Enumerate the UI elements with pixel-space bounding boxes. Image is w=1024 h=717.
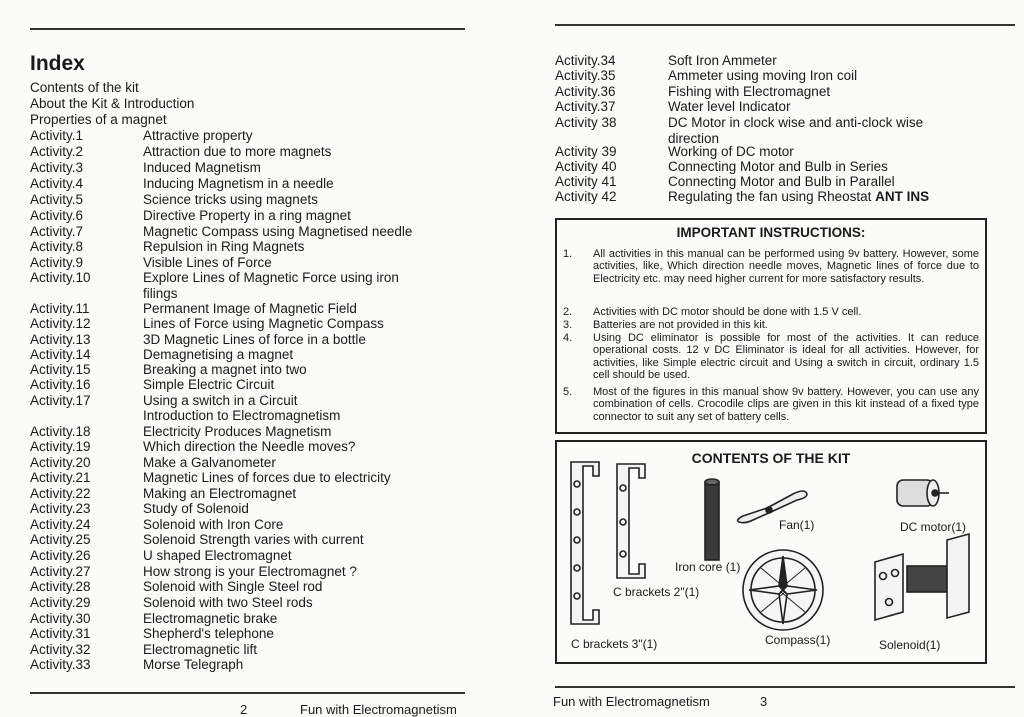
instruction-text: Activities with DC motor should be done with 1.5 V cell. <box>593 306 862 318</box>
bottom-rule <box>30 692 465 694</box>
activity-number: Activity.30 <box>30 611 91 626</box>
activity-title: Magnetic Lines of forces due to electricity <box>143 470 391 485</box>
activity-number: Activity.15 <box>30 362 91 377</box>
activity-title: Solenoid with Single Steel rod <box>143 579 323 594</box>
solenoid-label: Solenoid(1) <box>879 638 941 652</box>
activity-title: Attractive property <box>143 128 253 143</box>
activity-title: Magnetic Compass using Magnetised needle <box>143 224 413 239</box>
right-page <box>528 0 1024 714</box>
activity-title: Induced Magnetism <box>143 160 261 175</box>
kit-title: CONTENTS OF THE KIT <box>691 450 851 466</box>
page-number: 2 <box>240 702 248 717</box>
activity-number: Activity.19 <box>30 439 91 454</box>
activity-title: Shepherd's telephone <box>143 626 274 641</box>
activity-number: Activity.32 <box>30 642 91 657</box>
left-page <box>0 0 500 717</box>
activity-title: Repulsion in Ring Magnets <box>143 239 305 254</box>
activity-number: Activity.9 <box>30 255 84 270</box>
activity-number: Activity.20 <box>30 455 91 470</box>
solenoid-icon <box>875 534 969 620</box>
instruction-item <box>563 386 979 426</box>
activity-number: Activity.31 <box>30 626 91 641</box>
activity-title: Breaking a magnet into two <box>143 362 307 377</box>
activity-title: Using a switch in a Circuit <box>143 393 298 408</box>
activity-number: Activity.34 <box>555 53 616 68</box>
motor-label: DC motor(1) <box>900 520 967 534</box>
activity-number: Activity.18 <box>30 424 91 439</box>
intro-line: About the Kit & Introduction <box>30 96 195 111</box>
activity-title: 3D Magnetic Lines of force in a bottle <box>143 332 366 347</box>
kit-illustration <box>557 442 985 662</box>
kit-contents-box <box>555 440 987 664</box>
activity-title: Ammeter using moving Iron coil <box>668 68 858 83</box>
activity-title: Explore Lines of Magnetic Force using iron filings <box>143 270 399 301</box>
activity-title: Simple Electric Circuit <box>143 377 275 392</box>
activity-number: Activity.29 <box>30 595 91 610</box>
page-number: 3 <box>760 694 768 709</box>
compass-icon <box>743 550 823 630</box>
activity-title <box>668 189 988 205</box>
activity-number: Activity.14 <box>30 347 91 362</box>
top-rule <box>555 24 1015 26</box>
activity-number: Activity.36 <box>555 84 616 99</box>
compass-label: Compass(1) <box>765 633 831 647</box>
activity-title: DC Motor in clock wise and anti-clock wise direction <box>668 115 924 146</box>
c-brackets-2-label: C brackets 2"(1) <box>613 585 700 599</box>
instruction-item <box>563 248 979 312</box>
instruction-text: All activities in this manual can be performed using 9v battery. However, some activities, like, Which direction needle moves, Magnetic lines of force due to Electricity etc. may need higher current for more satisfactory results. <box>593 248 979 285</box>
c-bracket-3in-icon <box>571 462 599 624</box>
activity-title: Demagnetising a magnet <box>143 347 294 362</box>
activity-title: Permanent Image of Magnetic Field <box>143 301 357 316</box>
c-brackets-3-label: C brackets 3"(1) <box>571 637 658 651</box>
activity-number: Activity 41 <box>555 174 617 189</box>
activity-title-suffix: ANT INS <box>875 189 930 204</box>
activity-number: Activity.5 <box>30 192 84 207</box>
c-bracket-2in-icon <box>617 464 645 578</box>
activity-title: Soft Iron Ammeter <box>668 53 777 68</box>
iron-core-icon <box>705 479 719 560</box>
instruction-text: Batteries are not provided in this kit. <box>593 319 768 331</box>
instruction-item <box>563 319 979 333</box>
activity-number: Activity.6 <box>30 208 84 223</box>
activity-number: Activity.37 <box>555 99 616 114</box>
activity-number: Activity.28 <box>30 579 91 594</box>
activity-title: Study of Solenoid <box>143 501 249 516</box>
activity-title: Make a Galvanometer <box>143 455 276 470</box>
activity-title: Morse Telegraph <box>143 657 244 672</box>
activity-title: Inducing Magnetism in a needle <box>143 176 334 191</box>
fan-label: Fan(1) <box>779 518 815 532</box>
intro-line: Contents of the kit <box>30 80 139 95</box>
activity-title-text: Regulating the fan using Rheostat <box>668 189 872 204</box>
activity-title: Electricity Produces Magnetism <box>143 424 332 439</box>
activity-title: Connecting Motor and Bulb in Series <box>668 159 888 174</box>
activity-title: Which direction the Needle moves? <box>143 439 356 454</box>
instructions-title: IMPORTANT INSTRUCTIONS: <box>676 225 866 240</box>
activity-title: Water level Indicator <box>668 99 791 114</box>
instruction-number: 3. <box>563 319 573 331</box>
instruction-number: 1. <box>563 248 573 260</box>
activity-title: Science tricks using magnets <box>143 192 318 207</box>
activity-title: Attraction due to more magnets <box>143 144 332 159</box>
footer-title: Fun with Electromagnetism <box>553 694 710 709</box>
activity-number: Activity.8 <box>30 239 84 254</box>
activity-title: Electromagnetic brake <box>143 611 278 626</box>
activity-number: Activity.35 <box>555 68 616 83</box>
activity-number: Activity.1 <box>30 128 84 143</box>
activity-number: Activity.24 <box>30 517 91 532</box>
activity-number: Activity.27 <box>30 564 91 579</box>
intro-line: Properties of a magnet <box>30 112 167 127</box>
activity-number: Activity 40 <box>555 159 617 174</box>
activity-number: Activity 39 <box>555 144 617 159</box>
activity-number: Activity.4 <box>30 176 84 191</box>
activity-number: Activity.12 <box>30 316 91 331</box>
activity-title: Lines of Force using Magnetic Compass <box>143 316 384 331</box>
activity-number: Activity.10 <box>30 270 91 285</box>
instruction-number: 4. <box>563 332 573 344</box>
instructions-box <box>555 218 987 434</box>
instruction-item <box>563 332 979 384</box>
activity-number: Activity.22 <box>30 486 91 501</box>
section-heading: Introduction to Electromagnetism <box>143 408 341 423</box>
instruction-number: 5. <box>563 386 573 398</box>
activity-number: Activity.2 <box>30 144 84 159</box>
activity-title: Directive Property in a ring magnet <box>143 208 351 223</box>
activity-number: Activity.13 <box>30 332 91 347</box>
activity-title: Fishing with Electromagnet <box>668 84 831 99</box>
index-title: Index <box>30 52 85 75</box>
activity-number: Activity.33 <box>30 657 91 672</box>
activity-number: Activity.26 <box>30 548 91 563</box>
instruction-number: 2. <box>563 306 573 318</box>
activity-number: Activity.21 <box>30 470 91 485</box>
activity-title: Visible Lines of Force <box>143 255 272 270</box>
activity-number: Activity.17 <box>30 393 91 408</box>
bottom-rule <box>555 686 1015 688</box>
activity-title: Electromagnetic lift <box>143 642 258 657</box>
dc-motor-icon <box>897 480 949 506</box>
activity-title: How strong is your Electromagnet ? <box>143 564 357 579</box>
activity-number: Activity.3 <box>30 160 84 175</box>
activity-number: Activity 38 <box>555 115 617 130</box>
activity-title: Solenoid with Iron Core <box>143 517 284 532</box>
instruction-item <box>563 306 979 320</box>
activity-number: Activity.16 <box>30 377 91 392</box>
activity-title: U shaped Electromagnet <box>143 548 292 563</box>
activity-title: Solenoid Strength varies with current <box>143 532 364 547</box>
iron-core-label: Iron core (1) <box>675 560 741 574</box>
activity-title: Working of DC motor <box>668 144 794 159</box>
activity-title: Making an Electromagnet <box>143 486 297 501</box>
activity-number: Activity.25 <box>30 532 91 547</box>
activity-number: Activity.23 <box>30 501 91 516</box>
top-rule <box>30 28 465 30</box>
footer-title: Fun with Electromagnetism <box>300 702 457 717</box>
activity-number: Activity 42 <box>555 189 617 204</box>
activity-title: Solenoid with two Steel rods <box>143 595 313 610</box>
activity-number: Activity.11 <box>30 301 90 316</box>
activity-title: Connecting Motor and Bulb in Parallel <box>668 174 895 189</box>
instruction-text: Most of the figures in this manual show 9v battery. However, you can use any combination of cells. Crocodile clips are given in this kit instead of a fixed type connector to suit any set of battery cells. <box>593 386 979 423</box>
activity-number: Activity.7 <box>30 224 84 239</box>
instruction-text: Using DC eliminator is possible for most of the activities. It can reduce operational costs. 12 v DC Eliminator is ideal for all activities. However, for activities, like Simple electric circuit and Using a switch in circuit, ordinary 1.5 cell should be used. <box>593 332 979 382</box>
